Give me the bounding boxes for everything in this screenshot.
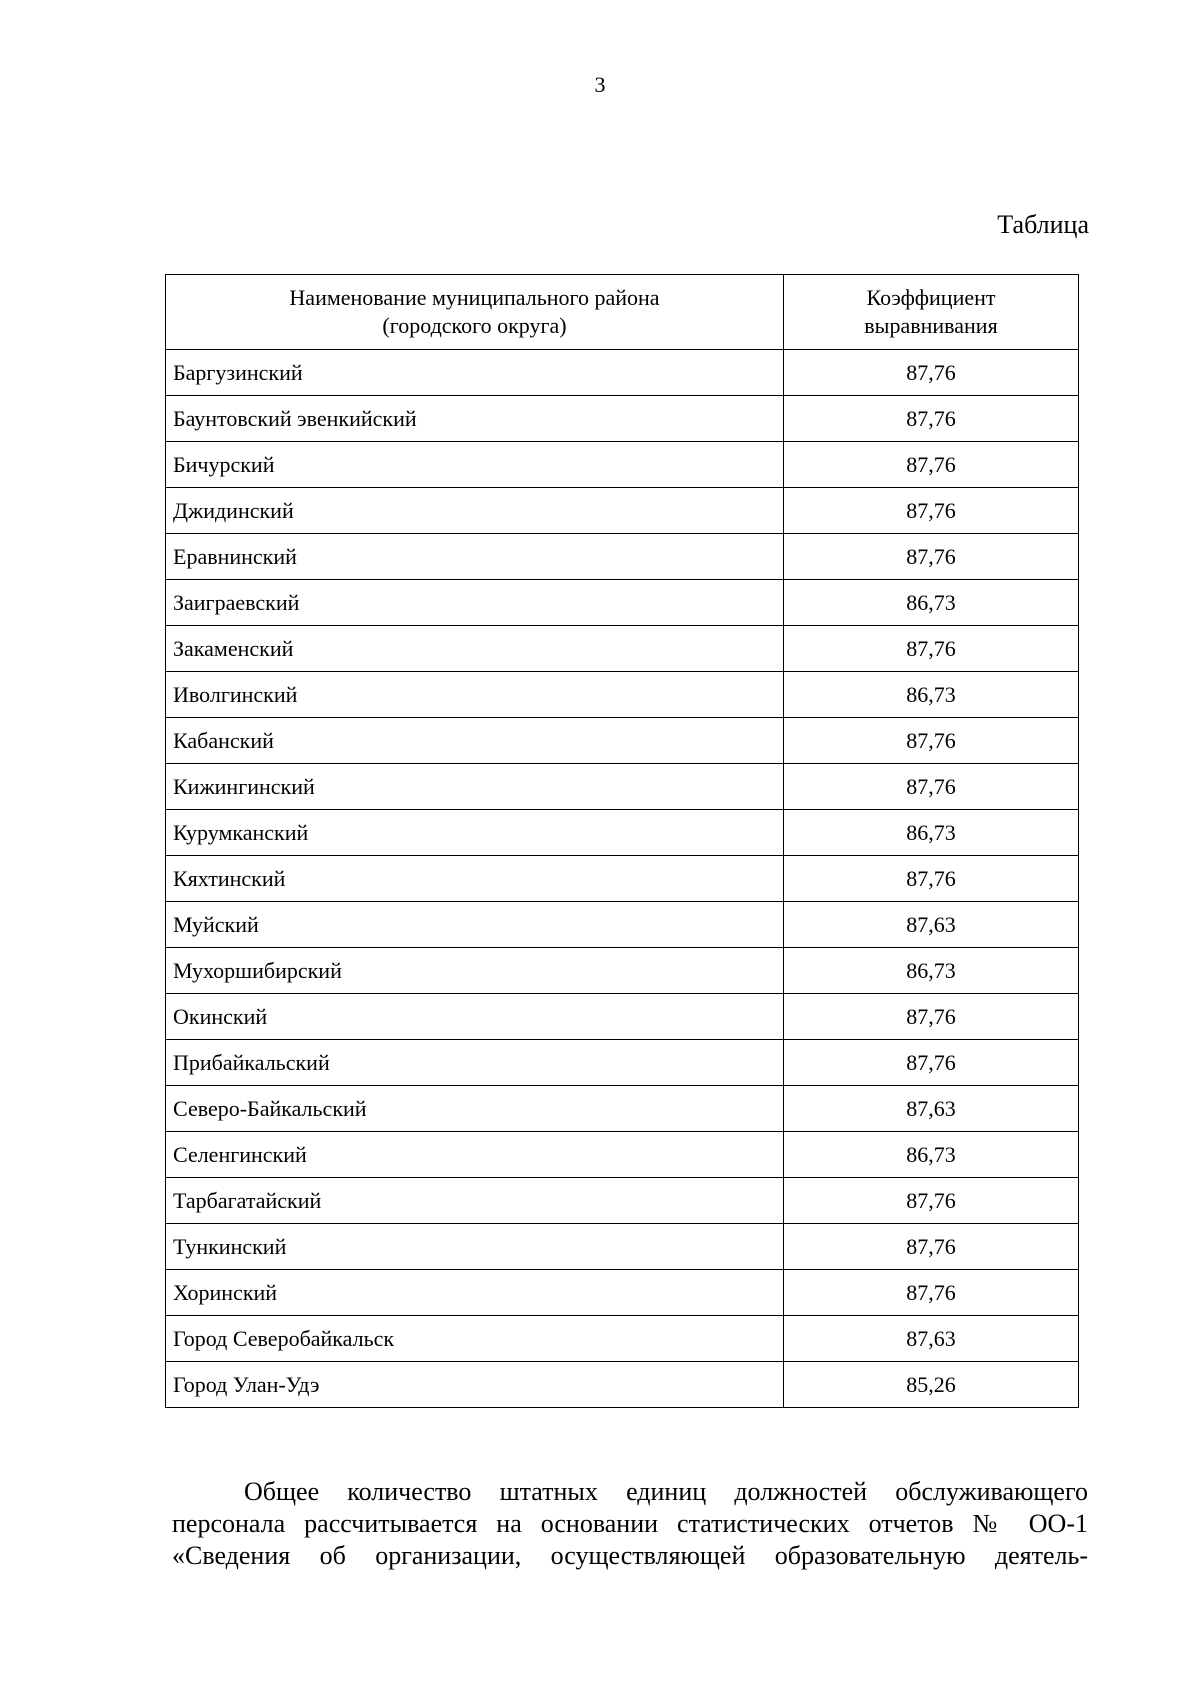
- municipality-name-cell: Хоринский: [166, 1270, 784, 1316]
- municipality-name-cell: Северо-Байкальский: [166, 1086, 784, 1132]
- column-header-coefficient-line2: выравнивания: [864, 313, 998, 338]
- coefficient-value-cell: 85,26: [784, 1362, 1079, 1408]
- table-row: [166, 442, 1079, 488]
- table-row: [166, 396, 1079, 442]
- coefficient-value-cell: 86,73: [784, 948, 1079, 994]
- municipality-name-cell: Кяхтинский: [166, 856, 784, 902]
- table-row: [166, 580, 1079, 626]
- coefficient-value-cell: 87,76: [784, 534, 1079, 580]
- column-header-municipality-line1: Наименование муниципального района: [289, 285, 660, 310]
- municipality-name-cell: Заиграевский: [166, 580, 784, 626]
- coefficient-value-cell: 87,76: [784, 856, 1079, 902]
- body-paragraph: [172, 1476, 1088, 1572]
- column-header-municipality-line2: (городского округа): [382, 313, 567, 338]
- municipality-name-cell: Кижингинский: [166, 764, 784, 810]
- table-body: [166, 350, 1079, 1408]
- table-row: [166, 1316, 1079, 1362]
- municipality-name-cell: Окинский: [166, 994, 784, 1040]
- table-row: [166, 1178, 1079, 1224]
- column-header-coefficient: [784, 275, 1079, 350]
- municipality-name-cell: Джидинский: [166, 488, 784, 534]
- table-row: [166, 1132, 1079, 1178]
- municipality-name-cell: Мухоршибирский: [166, 948, 784, 994]
- municipality-name-cell: Город Улан-Удэ: [166, 1362, 784, 1408]
- table-header-row: [166, 275, 1079, 350]
- table-row: [166, 810, 1079, 856]
- coefficient-value-cell: 87,63: [784, 1316, 1079, 1362]
- table-row: [166, 856, 1079, 902]
- coefficient-value-cell: 87,76: [784, 994, 1079, 1040]
- table-row: [166, 718, 1079, 764]
- municipality-name-cell: Иволгинский: [166, 672, 784, 718]
- municipality-name-cell: Тарбагатайский: [166, 1178, 784, 1224]
- paragraph-line-2: персонала рассчитывается на основании статистических отчетов № ОО-1: [172, 1509, 1088, 1538]
- table-row: [166, 350, 1079, 396]
- table-row: [166, 488, 1079, 534]
- municipality-name-cell: Курумканский: [166, 810, 784, 856]
- municipality-name-cell: Кабанский: [166, 718, 784, 764]
- table-row: [166, 948, 1079, 994]
- coefficient-value-cell: 87,76: [784, 1040, 1079, 1086]
- coefficient-value-cell: 87,76: [784, 396, 1079, 442]
- coefficient-value-cell: 87,63: [784, 1086, 1079, 1132]
- table-row: [166, 1270, 1079, 1316]
- table-row: [166, 672, 1079, 718]
- table-row: [166, 1040, 1079, 1086]
- table-row: [166, 994, 1079, 1040]
- coefficient-value-cell: 87,63: [784, 902, 1079, 948]
- coefficient-value-cell: 87,76: [784, 626, 1079, 672]
- municipality-name-cell: Еравнинский: [166, 534, 784, 580]
- coefficient-value-cell: 86,73: [784, 810, 1079, 856]
- column-header-coefficient-line1: Коэффициент: [866, 285, 996, 310]
- coefficient-value-cell: 87,76: [784, 764, 1079, 810]
- page-number: 3: [594, 72, 606, 97]
- table-row: [166, 534, 1079, 580]
- municipality-name-cell: Селенгинский: [166, 1132, 784, 1178]
- table-caption: Таблица: [997, 210, 1089, 239]
- coefficient-value-cell: 87,76: [784, 718, 1079, 764]
- municipality-name-cell: Баргузинский: [166, 350, 784, 396]
- table-row: [166, 764, 1079, 810]
- municipality-name-cell: Баунтовский эвенкийский: [166, 396, 784, 442]
- coefficient-value-cell: 87,76: [784, 488, 1079, 534]
- column-header-municipality: [166, 275, 784, 350]
- coefficient-value-cell: 87,76: [784, 1270, 1079, 1316]
- table-row: [166, 902, 1079, 948]
- coefficient-value-cell: 86,73: [784, 672, 1079, 718]
- municipality-name-cell: Бичурский: [166, 442, 784, 488]
- coefficient-value-cell: 87,76: [784, 1178, 1079, 1224]
- coefficient-table: [165, 274, 1079, 1408]
- coefficient-value-cell: 87,76: [784, 1224, 1079, 1270]
- table-row: [166, 1086, 1079, 1132]
- paragraph-line-3: «Сведения об организации, осуществляющей образовательную деятель-: [172, 1541, 1088, 1570]
- municipality-name-cell: Прибайкальский: [166, 1040, 784, 1086]
- municipality-name-cell: Тункинский: [166, 1224, 784, 1270]
- coefficient-value-cell: 87,76: [784, 442, 1079, 488]
- coefficient-value-cell: 86,73: [784, 1132, 1079, 1178]
- paragraph-line-1: Общее количество штатных единиц должностей обслуживающего: [244, 1477, 1088, 1506]
- table-row: [166, 1224, 1079, 1270]
- municipality-name-cell: Закаменский: [166, 626, 784, 672]
- municipality-name-cell: Муйский: [166, 902, 784, 948]
- table-row: [166, 626, 1079, 672]
- coefficient-value-cell: 87,76: [784, 350, 1079, 396]
- municipality-name-cell: Город Северобайкальск: [166, 1316, 784, 1362]
- table-row: [166, 1362, 1079, 1408]
- coefficient-value-cell: 86,73: [784, 580, 1079, 626]
